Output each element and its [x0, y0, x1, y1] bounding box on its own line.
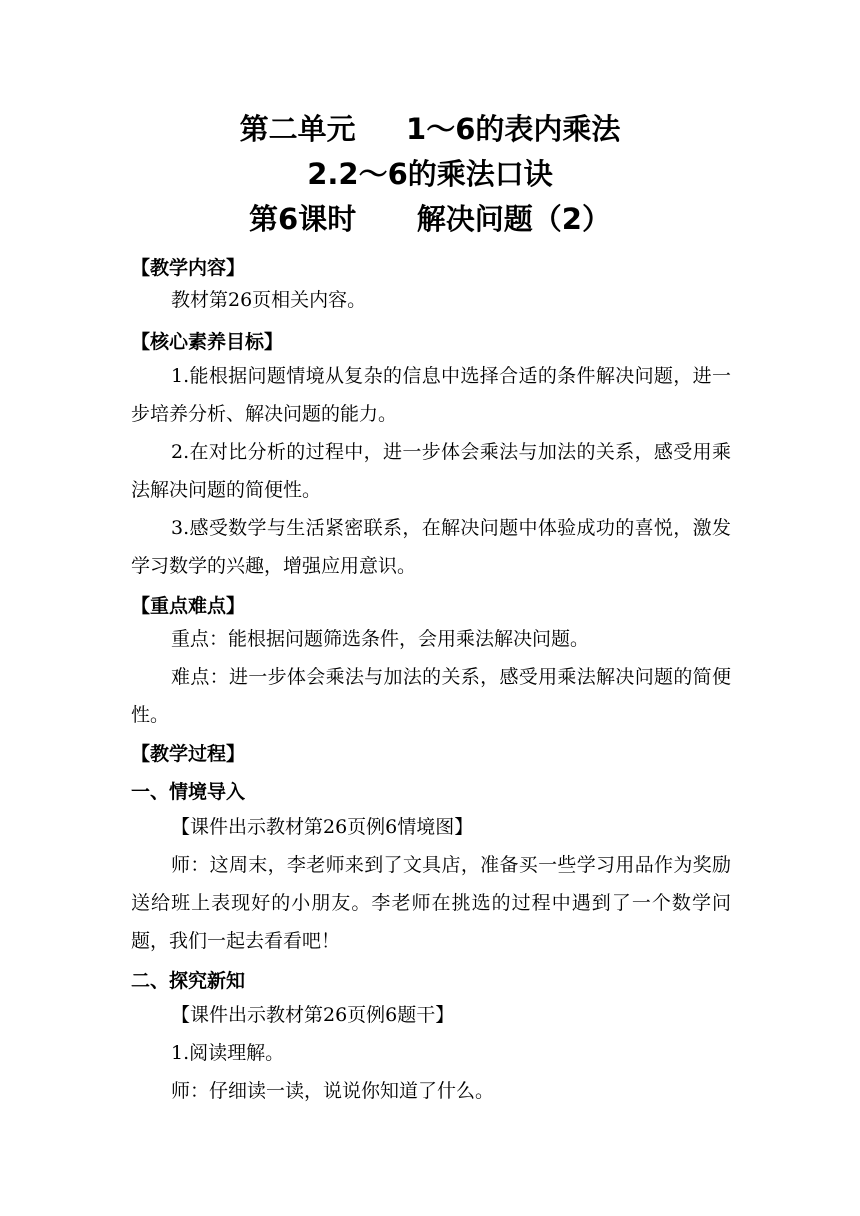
goals-heading: 【核心素养目标】 [131, 331, 284, 353]
part2-teacher-speech: 师：仔细读一读，说说你知道了什么。 [171, 1080, 495, 1102]
part1-teacher-speech: 师：这周末，李老师来到了文具店，准备买一些学习用品作为奖励送给班上表现好的小朋友。李老师在挑选的过程中遇到了一个数学问题，我们一起去看看吧！ [131, 854, 731, 952]
part1-courseware-note: 【课件出示教材第26页例6情境图】 [171, 816, 474, 838]
lesson-subtitle: 2.2～6的乘法口诀 [307, 157, 553, 191]
key-difficult-heading: 【重点难点】 [131, 595, 246, 617]
part1-heading: 一、情境导入 [131, 781, 246, 803]
key-point: 重点：能根据问题筛选条件，会用乘法解决问题。 [171, 628, 590, 650]
goal-item-1: 1.能根据问题情境从复杂的信息中选择合适的条件解决问题，进一步培养分析、解决问题的能力。 [131, 365, 731, 425]
part2-step-1: 1.阅读理解。 [171, 1042, 285, 1064]
process-heading: 【教学过程】 [131, 743, 246, 765]
class-period-title: 第6课时 解决问题（2） [249, 202, 611, 236]
part2-heading: 二、探究新知 [131, 970, 246, 992]
goal-item-2: 2.在对比分析的过程中，进一步体会乘法与加法的关系，感受用乘法解决问题的简便性。 [131, 441, 731, 501]
difficult-point: 难点：进一步体会乘法与加法的关系，感受用乘法解决问题的简便性。 [131, 666, 731, 726]
goal-item-3: 3.感受数学与生活紧密联系，在解决问题中体验成功的喜悦，激发学习数学的兴趣，增强应用意识。 [131, 517, 731, 577]
content-text: 教材第26页相关内容。 [171, 289, 367, 311]
part2-courseware-note: 【课件出示教材第26页例6题干】 [171, 1004, 455, 1026]
unit-title: 第二单元 1～6的表内乘法 [239, 112, 621, 146]
content-heading: 【教学内容】 [131, 257, 246, 279]
